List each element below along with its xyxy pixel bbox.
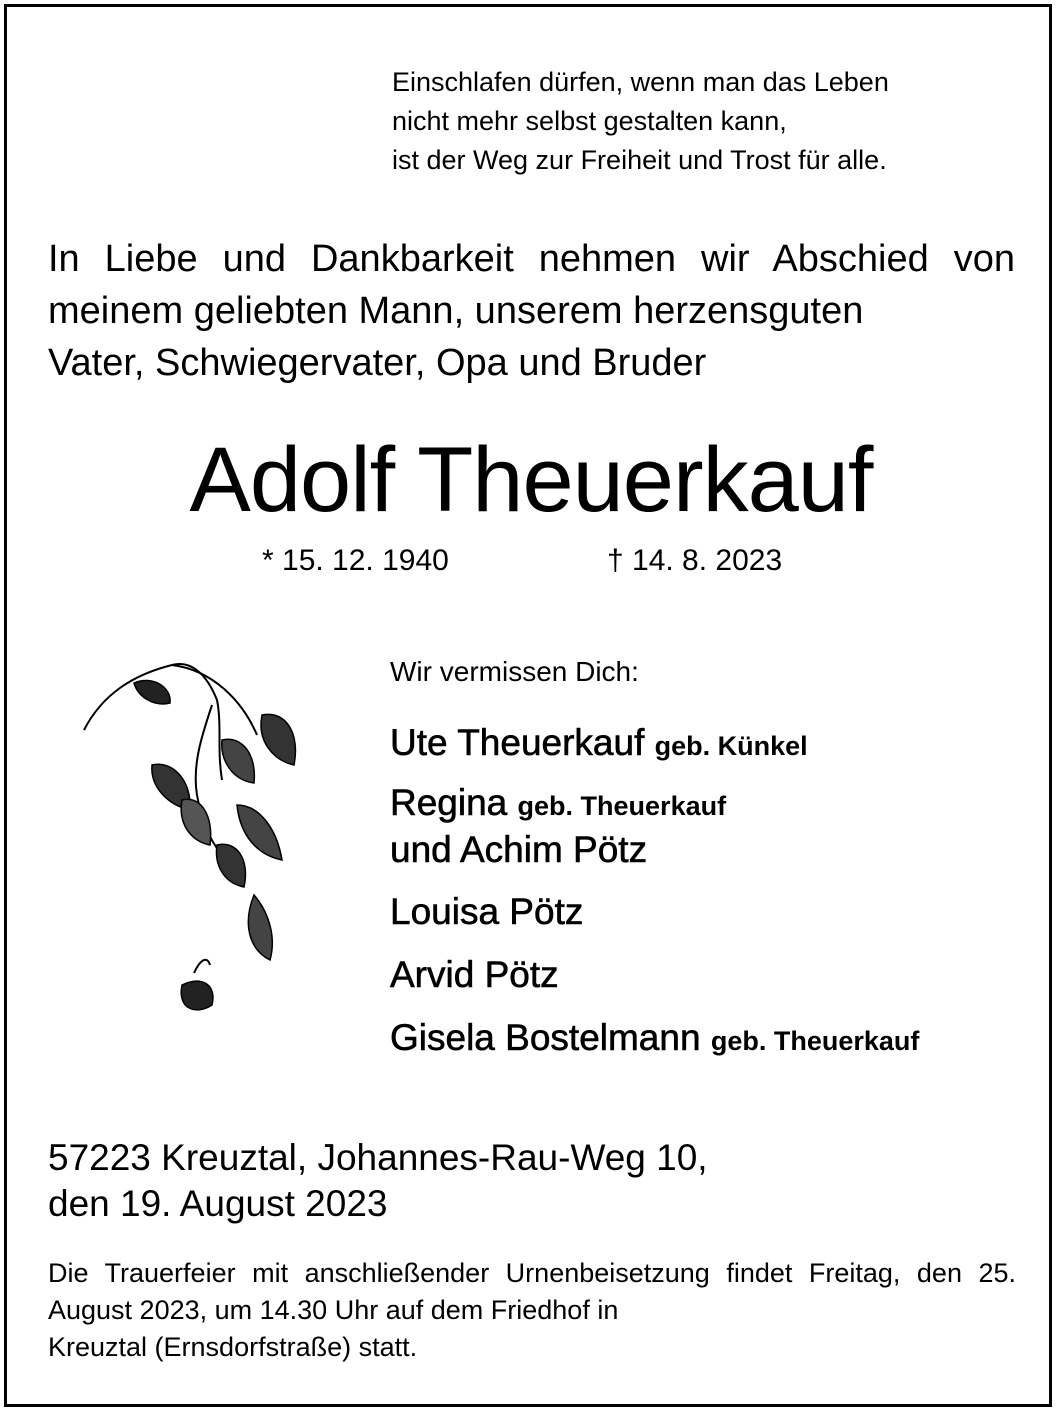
miss-heading: Wir vermissen Dich:	[390, 656, 639, 687]
deceased-name: Adolf Theuerkauf	[189, 429, 873, 531]
mourner-name: und Achim Pötz	[390, 829, 648, 870]
mourner-maiden-name: geb. Theuerkauf	[710, 1026, 920, 1056]
mourner-line	[390, 952, 559, 998]
mourner-line	[390, 1015, 919, 1064]
mourner-name: Regina	[390, 782, 508, 823]
service-paragraph	[48, 1255, 1016, 1366]
mourner-line	[390, 827, 647, 873]
service-last-line: Kreuztal (Ernsdorfstraße) statt.	[48, 1332, 418, 1362]
falling-leaves-icon	[82, 655, 312, 1055]
address-date: 57223 Kreuztal, Johannes-Rau-Weg 10, den 19. August 2023	[48, 1137, 708, 1224]
mourner-line	[390, 780, 726, 829]
birth-date: * 15. 12. 1940	[262, 544, 449, 577]
intro-text: In Liebe und Dankbarkeit nehmen wir Abschied von meinem geliebten Mann, unserem herzensguten	[48, 238, 1015, 332]
mourner-name: Louisa Pötz	[390, 891, 584, 932]
intro-paragraph	[48, 233, 1015, 389]
mourner-name: Arvid Pötz	[390, 954, 559, 995]
mourner-maiden-name: geb. Theuerkauf	[517, 791, 727, 821]
service-text: Die Trauerfeier mit anschließender Urnenbeisetzung findet Freitag, den 25. August 2023, um 14.30 Uhr auf dem Friedhof in	[48, 1258, 1016, 1325]
intro-last-line: Vater, Schwiegervater, Opa und Bruder	[48, 342, 707, 384]
mourner-name: Gisela Bostelmann	[390, 1017, 701, 1058]
motto-poem: Einschlafen dürfen, wenn man das Leben nicht mehr selbst gestalten kann, ist der Weg zur Freiheit und Trost für alle.	[392, 67, 889, 175]
death-date: † 14. 8. 2023	[607, 544, 783, 577]
mourner-name: Ute Theuerkauf	[390, 722, 645, 763]
mourner-line	[390, 720, 808, 769]
mourner-line	[390, 889, 583, 935]
mourner-maiden-name: geb. Künkel	[654, 731, 808, 761]
